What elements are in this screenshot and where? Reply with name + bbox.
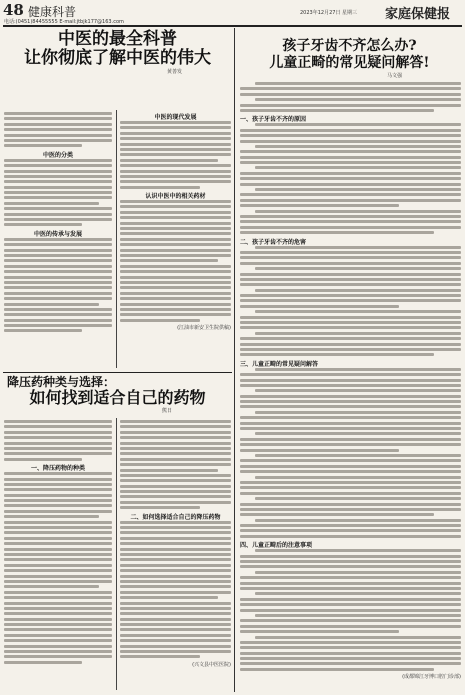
left-subhead-1: 中医的分类 <box>42 151 73 159</box>
issue-date: 2023年12月27日 星期三 <box>300 10 358 16</box>
left-headline-line2: 让你彻底了解中医的伟大 <box>24 48 211 68</box>
bottom-byline: 熊日 <box>161 408 172 414</box>
bottom-article <box>3 375 232 414</box>
section-rule <box>3 372 232 373</box>
page-number: 48 <box>3 1 24 19</box>
bottom-source: (兴文县中医医院) <box>192 661 231 668</box>
left-subhead-2: 中医的传承与发展 <box>33 230 82 238</box>
bottom-subhead-1: 一、降压药物的种类 <box>30 465 85 473</box>
section-title: 健康科普 <box>28 5 77 19</box>
newspaper-name: 家庭保健报 <box>385 7 451 22</box>
column-rule <box>116 418 117 690</box>
left-byline: 黄善发 <box>166 69 182 75</box>
column-rule <box>116 110 117 368</box>
bottom-article-col2 <box>120 420 231 690</box>
right-source: (成都锦江牙博口腔门诊部) <box>402 674 461 681</box>
right-subhead-1: 一、孩子牙齿不齐的原因 <box>240 116 307 124</box>
masthead-rule <box>3 25 462 27</box>
left-subhead-4: 认识中医中的相关药材 <box>145 193 206 201</box>
right-headline-line2: 儿童正畸的常见疑问解答! <box>269 55 430 71</box>
left-article-col1 <box>4 112 112 368</box>
right-subhead-4: 四、儿童正畸后的注意事项 <box>240 542 313 550</box>
right-byline: 马文强 <box>386 73 402 79</box>
right-subhead-3: 三、儿童正畸的常见疑问解答 <box>240 360 319 368</box>
left-article-col2 <box>120 112 231 368</box>
bottom-headline: 如何找到适合自己的药物 <box>29 388 206 407</box>
left-headline-line1: 中医的最全科普 <box>58 29 177 49</box>
right-article-body <box>240 82 461 690</box>
page-center-divider <box>234 28 235 692</box>
right-article <box>237 38 462 79</box>
right-headline-line1: 孩子牙齿不齐怎么办? <box>282 38 417 54</box>
bottom-article-col1 <box>4 420 112 690</box>
bottom-subhead-2: 二、如何选择适合自己的降压药物 <box>130 513 221 521</box>
left-subhead-3: 中医的现代发展 <box>154 114 197 121</box>
contact-line: 电话:(0451)84455555 E-mail:jtbjk177@163.com <box>4 19 124 25</box>
bottom-kicker: 降压药种类与选择： <box>7 375 116 389</box>
left-article <box>3 30 232 75</box>
right-subhead-2: 二、孩子牙齿不齐的危害 <box>240 238 307 246</box>
left-source: (江油市新安卫生院供稿) <box>177 325 231 332</box>
